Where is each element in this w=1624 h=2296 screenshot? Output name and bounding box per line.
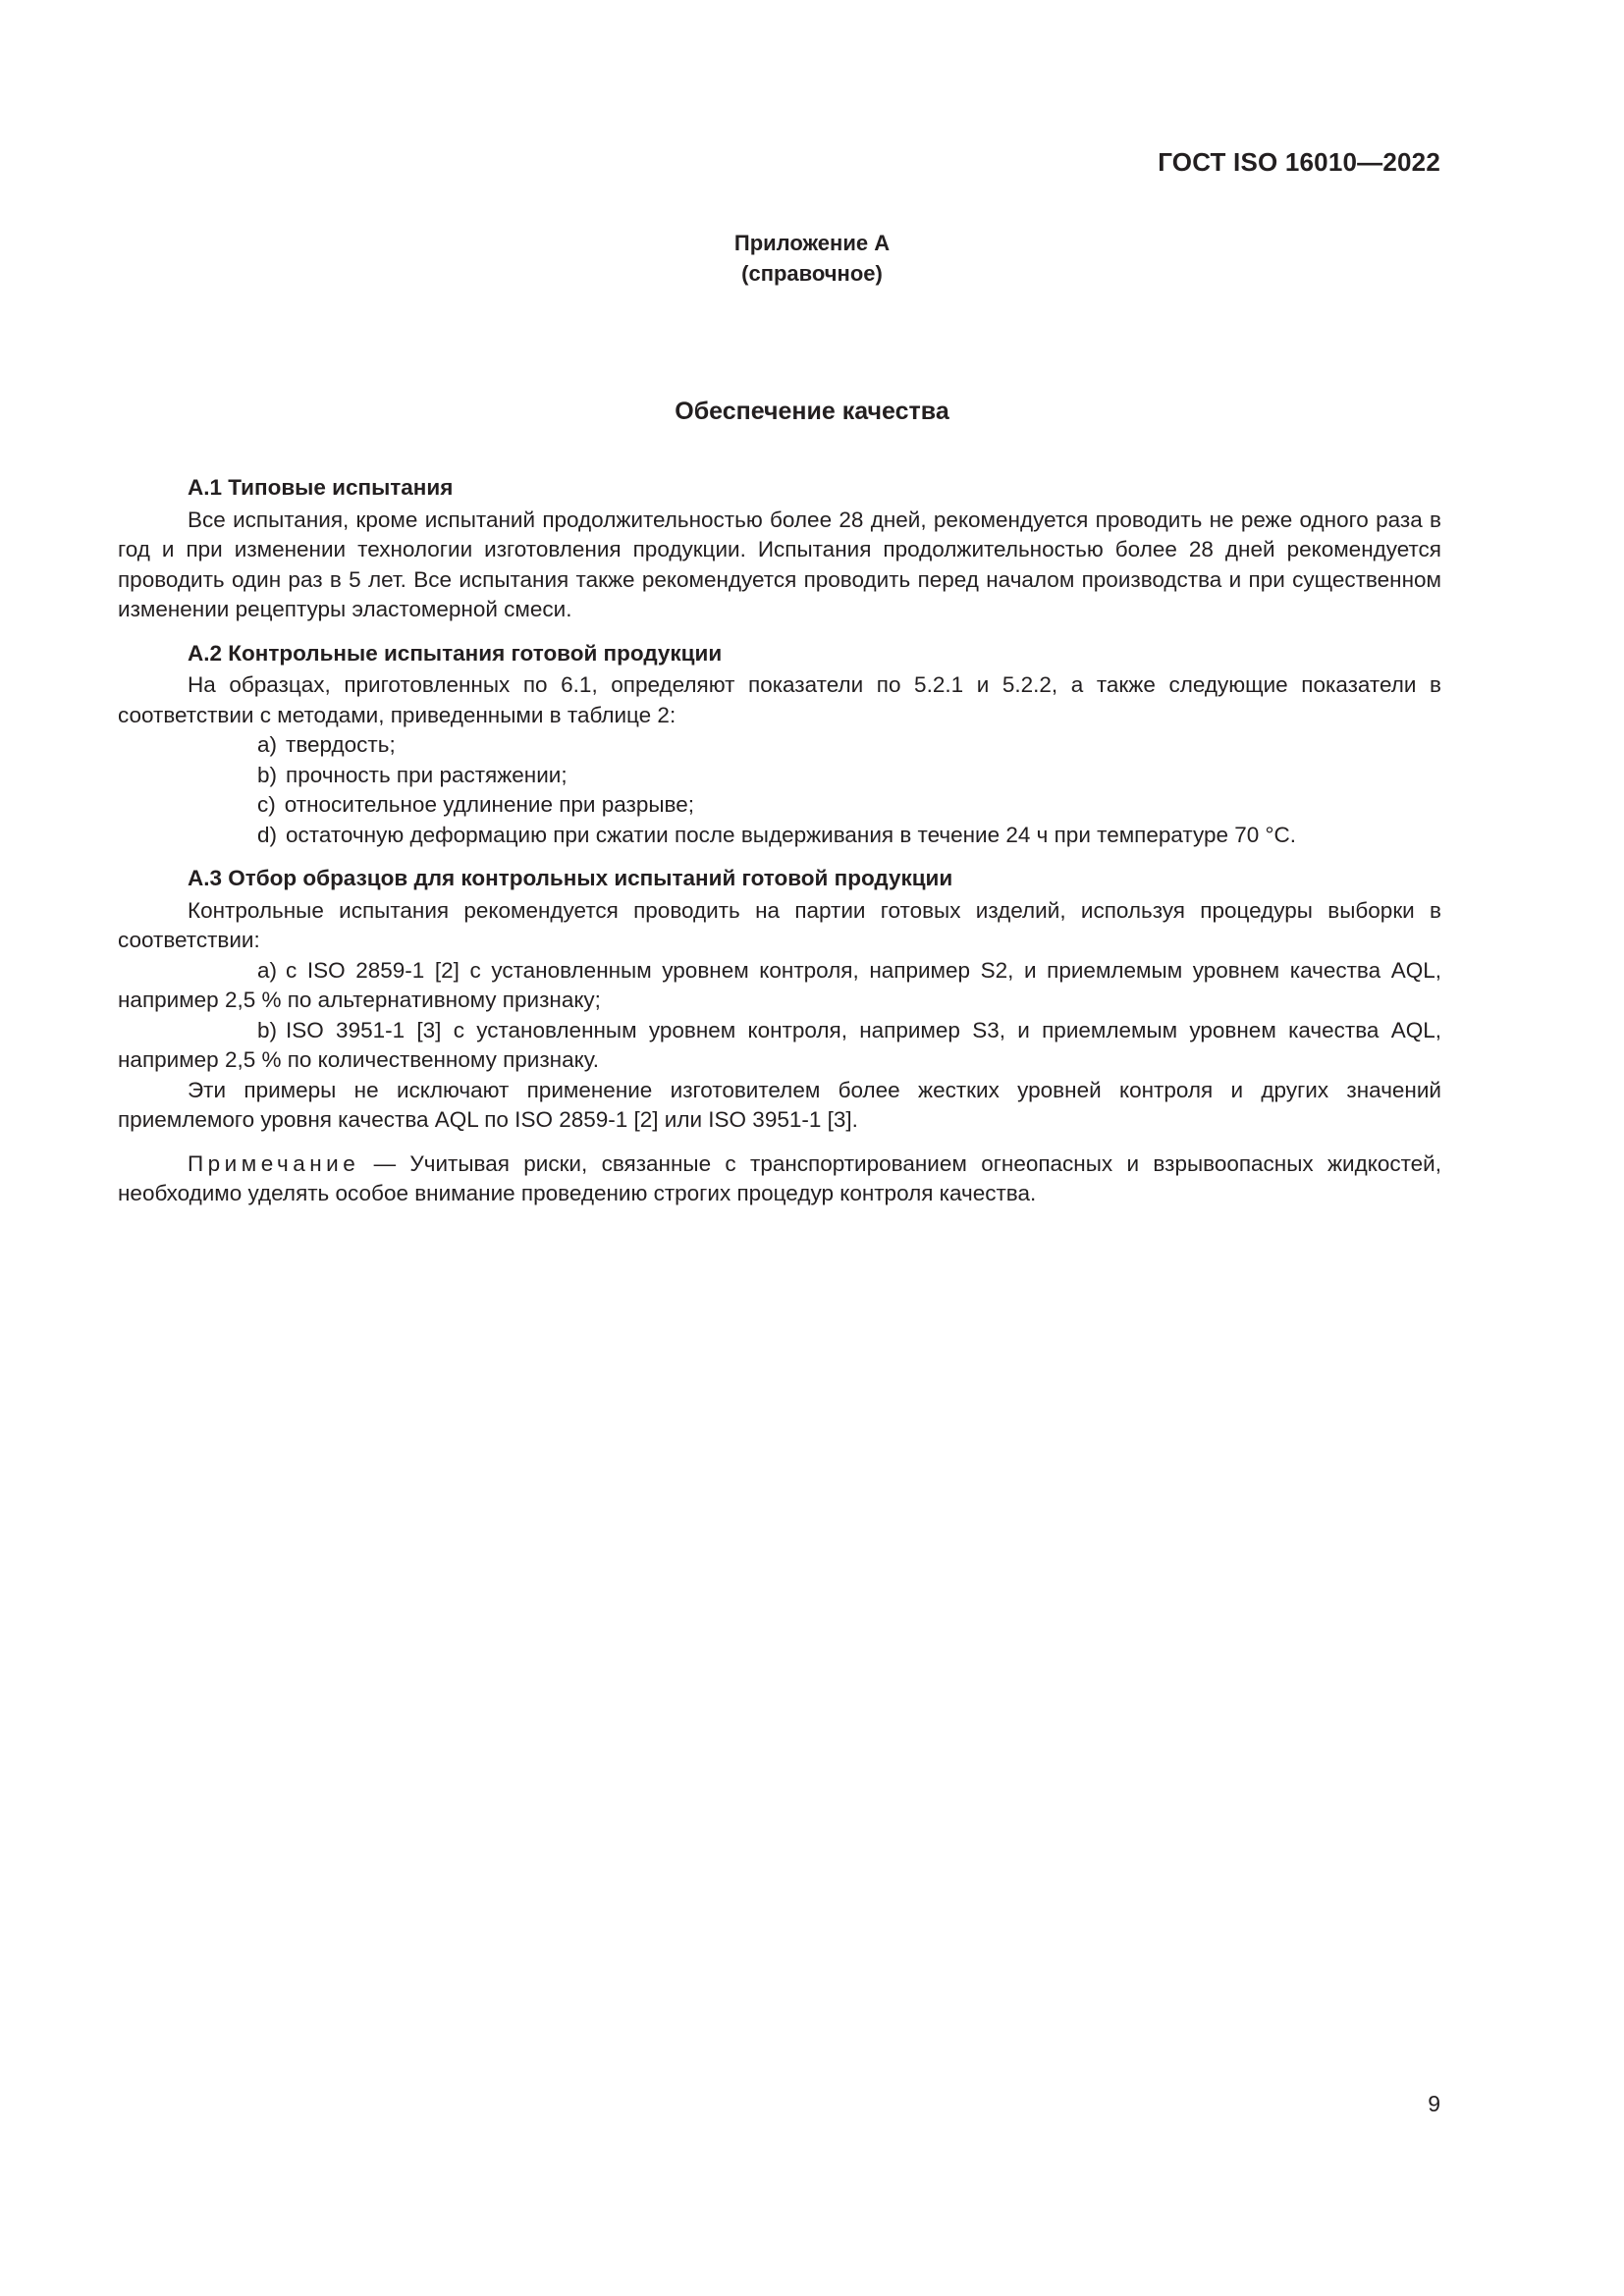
section-a3-closing-paragraph: Эти примеры не исключают применение изготовителем более жестких уровней контроля и других значений приемлемого уровня качества AQL по ISO 2859-1 [2] или ISO 3951-1 [3]. <box>118 1077 1441 1132</box>
list-marker: a) <box>257 732 278 757</box>
section-a3-paragraph: Контрольные испытания рекомендуется проводить на партии готовых изделий, используя процедуры выборки в соответствии: <box>118 897 1441 952</box>
list-item-text: ISO 3951-1 [3] с установленным уровнем контроля, например S3, и приемлемым уровнем качества AQL, например 2,5 % по количественному признаку. <box>118 1017 1441 1072</box>
annex-heading <box>0 228 1624 289</box>
list-item-text: твердость; <box>286 732 396 757</box>
section-heading-a3: А.3 Отбор образцов для контрольных испытаний готовой продукции <box>188 866 953 890</box>
list-marker: d) <box>257 822 278 847</box>
standard-code: ГОСТ ISO 16010—2022 <box>1158 147 1440 177</box>
section-a1-paragraph: Все испытания, кроме испытаний продолжительностью более 28 дней, рекомендуется проводить не реже одного раза в год и при изменении технологии изготовления продукции. Испытания продолжительностью более 28 дней рекомендуется проводить один раз в 5 лет. Все испытания также рекомендуется проводить перед началом производства и при существенном изменении рецептуры эластомерной смеси. <box>118 507 1441 621</box>
section-a2-paragraph: На образцах, приготовленных по 6.1, определяют показатели по 5.2.1 и 5.2.2, а также следующие показатели в соответствии с методами, приведенными в таблице 2: <box>118 672 1441 727</box>
list-item <box>118 761 1441 791</box>
annex-label: Приложение А <box>733 231 891 255</box>
list-item <box>118 730 1441 761</box>
list-item-text: прочность при растяжении; <box>286 762 568 787</box>
section-heading-a2: А.2 Контрольные испытания готовой продукции <box>188 640 723 666</box>
list-item-text: относительное удлинение при разрыве; <box>284 792 694 817</box>
list-marker: b) <box>257 762 278 787</box>
list-item <box>118 1016 1441 1076</box>
page-number: 9 <box>1428 2091 1440 2116</box>
list-item <box>118 821 1441 851</box>
list-item-text: остаточную деформацию при сжатии после выдерживания в течение 24 ч при температуре 70 °С. <box>286 822 1297 847</box>
list-marker: b) <box>257 1017 278 1042</box>
note-label: Примечание <box>188 1150 360 1176</box>
annex-type: (справочное) <box>741 261 883 286</box>
list-marker: c) <box>257 792 276 817</box>
list-item <box>118 956 1441 1016</box>
document-body <box>118 473 1441 1209</box>
annex-title: Обеспечение качества <box>675 398 949 425</box>
section-heading-a1: А.1 Типовые испытания <box>188 475 454 500</box>
list-marker: a) <box>257 957 278 983</box>
list-item-text: с ISO 2859-1 [2] с установленным уровнем контроля, например S2, и приемлемым уровнем качества AQL, например 2,5 % по альтернативному признаку; <box>118 957 1441 1012</box>
list-item <box>118 790 1441 821</box>
note-text: — Учитывая риски, связанные с транспортированием огнеопасных и взрывоопасных жидкостей, необходимо уделять особое внимание проведению строгих процедур контроля качества. <box>118 1150 1441 1205</box>
note <box>118 1149 1441 1209</box>
